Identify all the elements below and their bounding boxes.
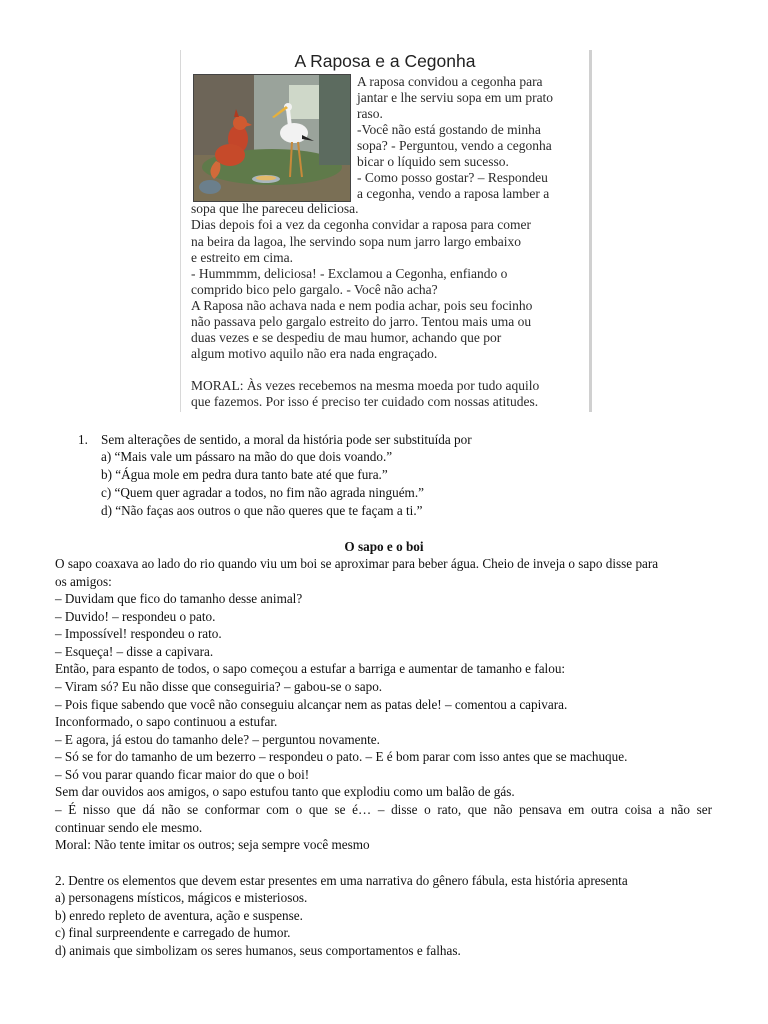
fable-text-line: algum motivo aquilo não era nada engraçado.: [191, 346, 438, 361]
fable-text-line: na beira da lagoa, lhe servindo sopa num jarro largo embaixo: [191, 234, 522, 249]
story-2-line: O sapo coaxava ao lado do rio quando viu um boi se aproximar para beber água. Cheio de inveja o sapo disse para: [55, 556, 659, 571]
fable-scan-image: [180, 50, 592, 412]
fox-and-stork-illustration: [193, 74, 351, 202]
fable-text-line: e estreito em cima.: [191, 250, 293, 265]
question-1-number: 1.: [78, 432, 88, 447]
fable-moral-line: que fazemos. Por isso é preciso ter cuidado com nossas atitudes.: [191, 394, 539, 409]
story-2-line: – É nisso que dá não se conformar com o que se é… – disse o rato, que não pensava em outra coisa a não ser: [55, 802, 712, 817]
story-2-line: – Pois fique sabendo que você não conseguiu alcançar nem as patas dele! – comentou a capivara.: [55, 697, 568, 712]
fable-text-line: duas vezes e se despediu de mau humor, achando que por: [191, 330, 502, 345]
story-2-line: – Só vou parar quando ficar maior do que o boi!: [55, 767, 310, 782]
fable-text-line: sopa que lhe pareceu deliciosa.: [191, 201, 359, 216]
question-1-option: b) “Água mole em pedra dura tanto bate até que fura.”: [101, 467, 388, 482]
fable-moral-line: MORAL: Às vezes recebemos na mesma moeda por tudo aquilo: [191, 378, 540, 393]
question-2-option: c) final surpreendente e carregado de humor.: [55, 925, 291, 940]
story-2-moral: Moral: Não tente imitar os outros; seja sempre você mesmo: [55, 837, 370, 852]
fable-text-line: comprido bico pelo gargalo. - Você não acha?: [191, 282, 438, 297]
fable-text-line: -Você não está gostando de minha: [357, 122, 541, 137]
question-1-option: c) “Quem quer agradar a todos, no fim não agrada ninguém.”: [101, 485, 424, 500]
fable-text-line: não passava pelo gargalo estreito do jarro. Tentou mais uma ou: [191, 314, 532, 329]
fable-text-line: - Hummmm, deliciosa! - Exclamou a Cegonha, enfiando o: [191, 266, 508, 281]
story-2-line: – Só se for do tamanho de um bezerro – respondeu o pato. – E é bom parar com isso antes que se machuque.: [55, 749, 628, 764]
fable-title: A Raposa e a Cegonha: [294, 51, 476, 71]
fable-text-line: A Raposa não achava nada e nem podia achar, pois seu focinho: [191, 298, 533, 313]
question-2-option: d) animais que simbolizam os seres humanos, seus comportamentos e falhas.: [55, 943, 461, 958]
story-2-line: Então, para espanto de todos, o sapo começou a estufar a barriga e aumentar de tamanho e falou:: [55, 661, 566, 676]
fable-text-line: jantar e lhe serviu sopa em um prato: [357, 90, 554, 105]
story-2-line: os amigos:: [55, 574, 112, 589]
fable-text-line: sopa? - Perguntou, vendo a cegonha: [357, 138, 552, 153]
fable-text-line: - Como posso gostar? – Respondeu: [357, 170, 548, 185]
story-2-title: O sapo e o boi: [344, 539, 424, 554]
story-2-line: – Duvido! – respondeu o pato.: [55, 609, 216, 624]
story-2-line: – E agora, já estou do tamanho dele? – perguntou novamente.: [55, 732, 380, 747]
question-1-option: d) “Não faças aos outros o que não queres que te façam a ti.”: [101, 503, 423, 518]
fable-text-line: raso.: [357, 106, 383, 121]
story-2-line: Sem dar ouvidos aos amigos, o sapo estufou tanto que explodiu como um balão de gás.: [55, 784, 515, 799]
story-2-line: – Impossível! respondeu o rato.: [55, 626, 222, 641]
question-2-option: b) enredo repleto de aventura, ação e suspense.: [55, 908, 303, 923]
fable-text-line: A raposa convidou a cegonha para: [357, 74, 543, 89]
story-2-line: – Duvidam que fico do tamanho desse animal?: [55, 591, 303, 606]
story-2-line: – Esqueça! – disse a capivara.: [55, 644, 214, 659]
fable-text-line: a cegonha, vendo a raposa lamber a: [357, 186, 550, 201]
story-2-line: Inconformado, o sapo continuou a estufar.: [55, 714, 278, 729]
question-2-option: a) personagens místicos, mágicos e misteriosos.: [55, 890, 308, 905]
question-1-option: a) “Mais vale um pássaro na mão do que dois voando.”: [101, 449, 393, 464]
fable-text-line: bicar o líquido sem sucesso.: [357, 154, 509, 169]
story-2-line: – Viram só? Eu não disse que conseguiria? – gabou-se o sapo.: [55, 679, 383, 694]
fable-text-line: Dias depois foi a vez da cegonha convidar a raposa para comer: [191, 217, 531, 232]
question-1-prompt: Sem alterações de sentido, a moral da história pode ser substituída por: [101, 432, 472, 447]
question-2-prompt: 2. Dentre os elementos que devem estar presentes em uma narrativa do gênero fábula, esta história apresenta: [55, 873, 628, 888]
story-2-line: continuar sendo ele mesmo.: [55, 820, 203, 835]
